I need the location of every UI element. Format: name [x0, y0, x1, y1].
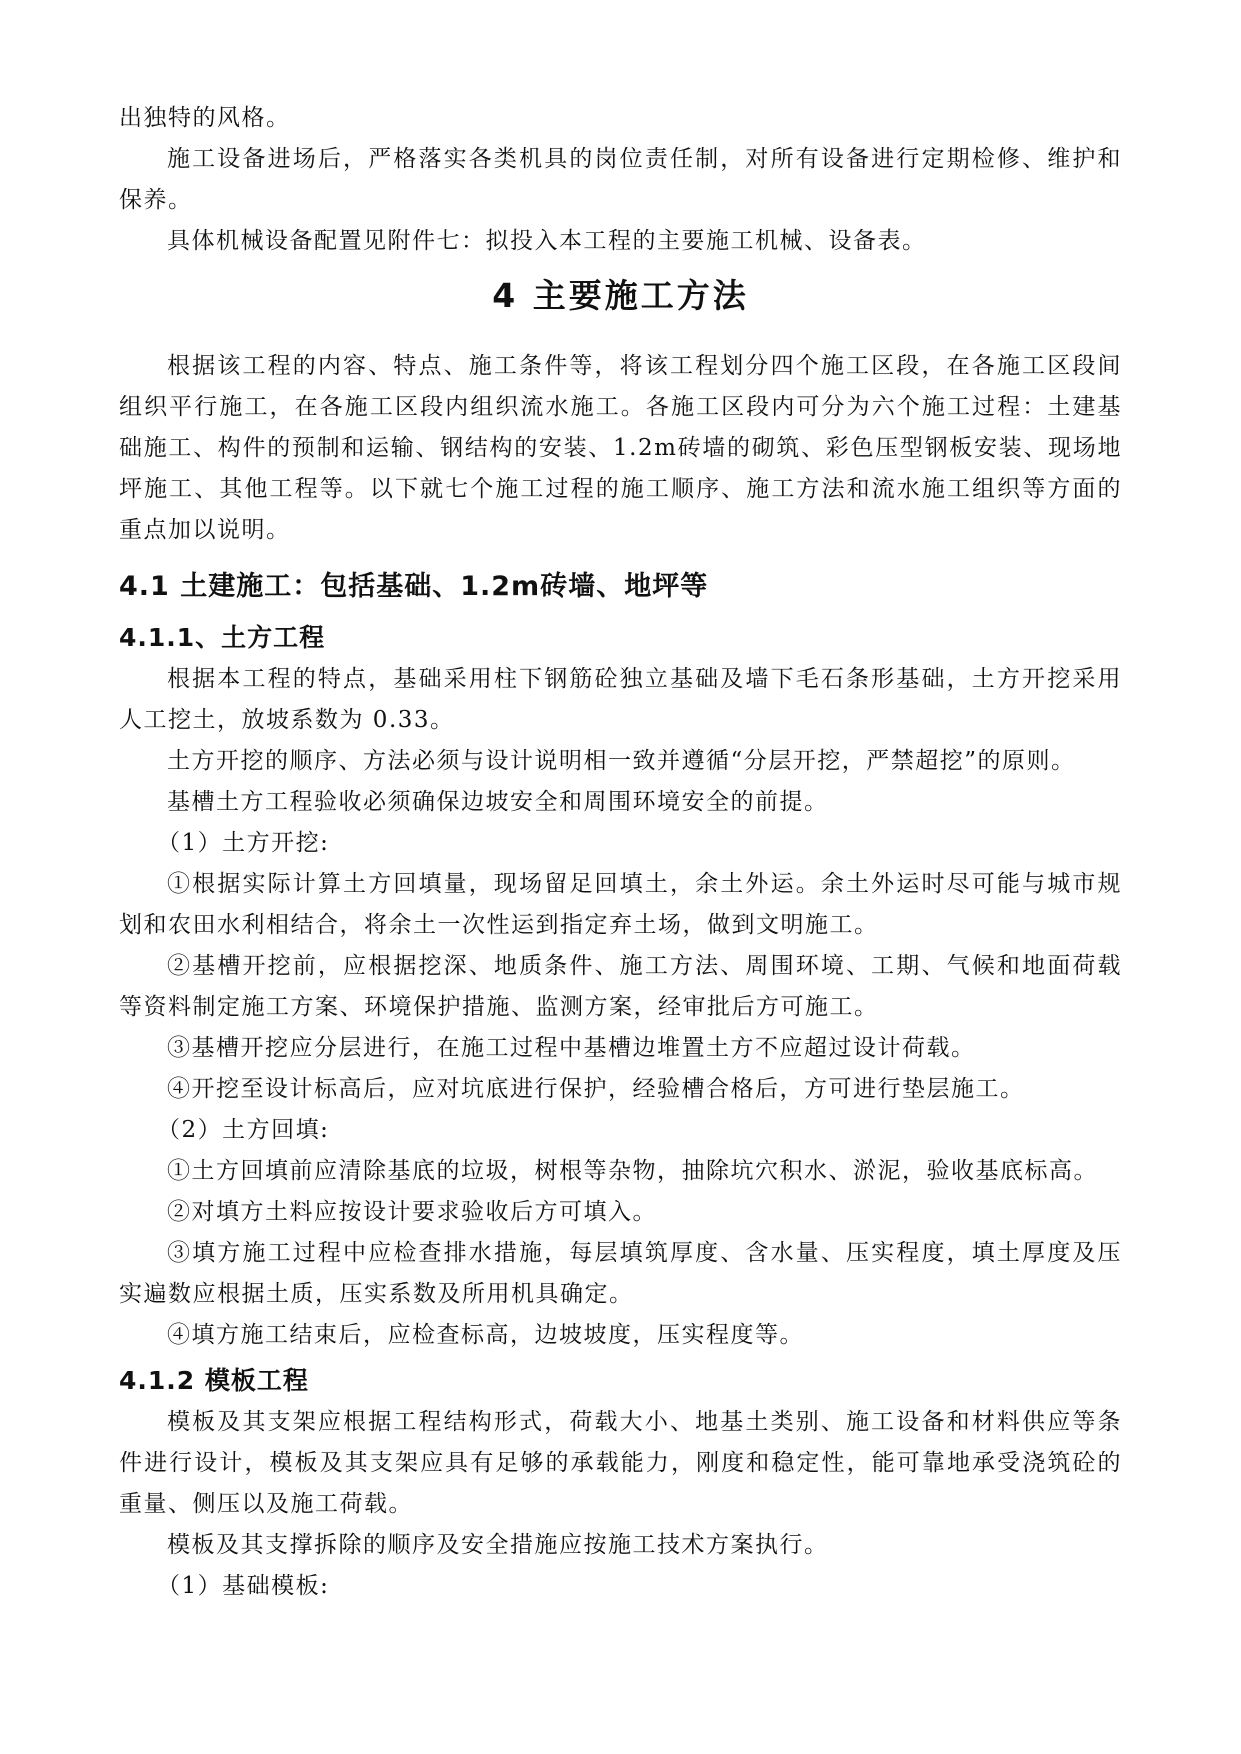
- list-item: ②基槽开挖前，应根据挖深、地质条件、施工方法、周围环境、工期、气候和地面荷载等资料制定施工方案、环境保护措施、监测方案，经审批后方可施工。: [119, 953, 1122, 1020]
- paragraph: 模板及其支架应根据工程结构形式，荷载大小、地基土类别、施工设备和材料供应等条件进行设计，模板及其支架应具有足够的承载能力，刚度和稳定性，能可靠地承受浇筑砼的重量、侧压以及施工荷载。: [119, 1409, 1122, 1517]
- list-item: ④开挖至设计标高后，应对坑底进行保护，经验槽合格后，方可进行垫层施工。: [167, 1076, 1025, 1102]
- list-label: （1）土方开挖:: [157, 830, 330, 856]
- paragraph: 土方开挖的顺序、方法必须与设计说明相一致并遵循“分层开挖，严禁超挖”的原则。: [167, 748, 1076, 774]
- subsection-heading: 4.1.1、土方工程: [119, 623, 326, 652]
- list-item: ④填方施工结束后，应检查标高，边坡坡度，压实程度等。: [167, 1322, 804, 1348]
- list-item: ①土方回填前应清除基底的垃圾，树根等杂物，抽除坑穴积水、淤泥，验收基底标高。: [167, 1158, 1098, 1184]
- list-item: ③基槽开挖应分层进行，在施工过程中基槽边堆置土方不应超过设计荷载。: [167, 1035, 976, 1061]
- section-heading: 4.1 土建施工：包括基础、1.2m砖墙、地坪等: [119, 571, 709, 602]
- paragraph: 施工设备进场后，严格落实各类机具的岗位责任制，对所有设备进行定期检修、维护和保养。: [119, 146, 1122, 213]
- document-page: [119, 98, 1122, 1607]
- list-item: ②对填方土料应按设计要求验收后方可填入。: [167, 1199, 657, 1225]
- paragraph: 根据本工程的特点，基础采用柱下钢筋砼独立基础及墙下毛石条形基础，土方开挖采用人工挖土，放坡系数为 0.33。: [119, 666, 1122, 733]
- subsection-heading: 4.1.2 模板工程: [119, 1366, 309, 1395]
- paragraph: 根据该工程的内容、特点、施工条件等，将该工程划分四个施工区段，在各施工区段间组织平行施工，在各施工区段内组织流水施工。各施工区段内可分为六个施工过程：土建基础施工、构件的预制和运输、钢结构的安装、1.2m砖墙的砌筑、彩色压型钢板安装、现场地坪施工、其他工程等。以下就七个施工过程的施工顺序、施工方法和流水施工组织等方面的重点加以说明。: [119, 353, 1122, 543]
- list-item: ③填方施工过程中应检查排水措施，每层填筑厚度、含水量、压实程度，填土厚度及压实遍数应根据土质，压实系数及所用机具确定。: [119, 1240, 1122, 1307]
- paragraph: 基槽土方工程验收必须确保边坡安全和周围环境安全的前提。: [167, 789, 829, 815]
- paragraph: 出独特的风格。: [119, 105, 291, 131]
- list-item: ①根据实际计算土方回填量，现场留足回填土，余土外运。余土外运时尽可能与城市规划和农田水利相结合，将余土一次性运到指定弃土场，做到文明施工。: [119, 871, 1122, 938]
- paragraph: 模板及其支撑拆除的顺序及安全措施应按施工技术方案执行。: [167, 1532, 829, 1558]
- list-label: （1）基础模板:: [157, 1573, 330, 1599]
- paragraph: 具体机械设备配置见附件七：拟投入本工程的主要施工机械、设备表。: [167, 228, 927, 254]
- list-label: （2）土方回填:: [157, 1117, 330, 1143]
- chapter-title: 4 主要施工方法: [492, 276, 749, 315]
